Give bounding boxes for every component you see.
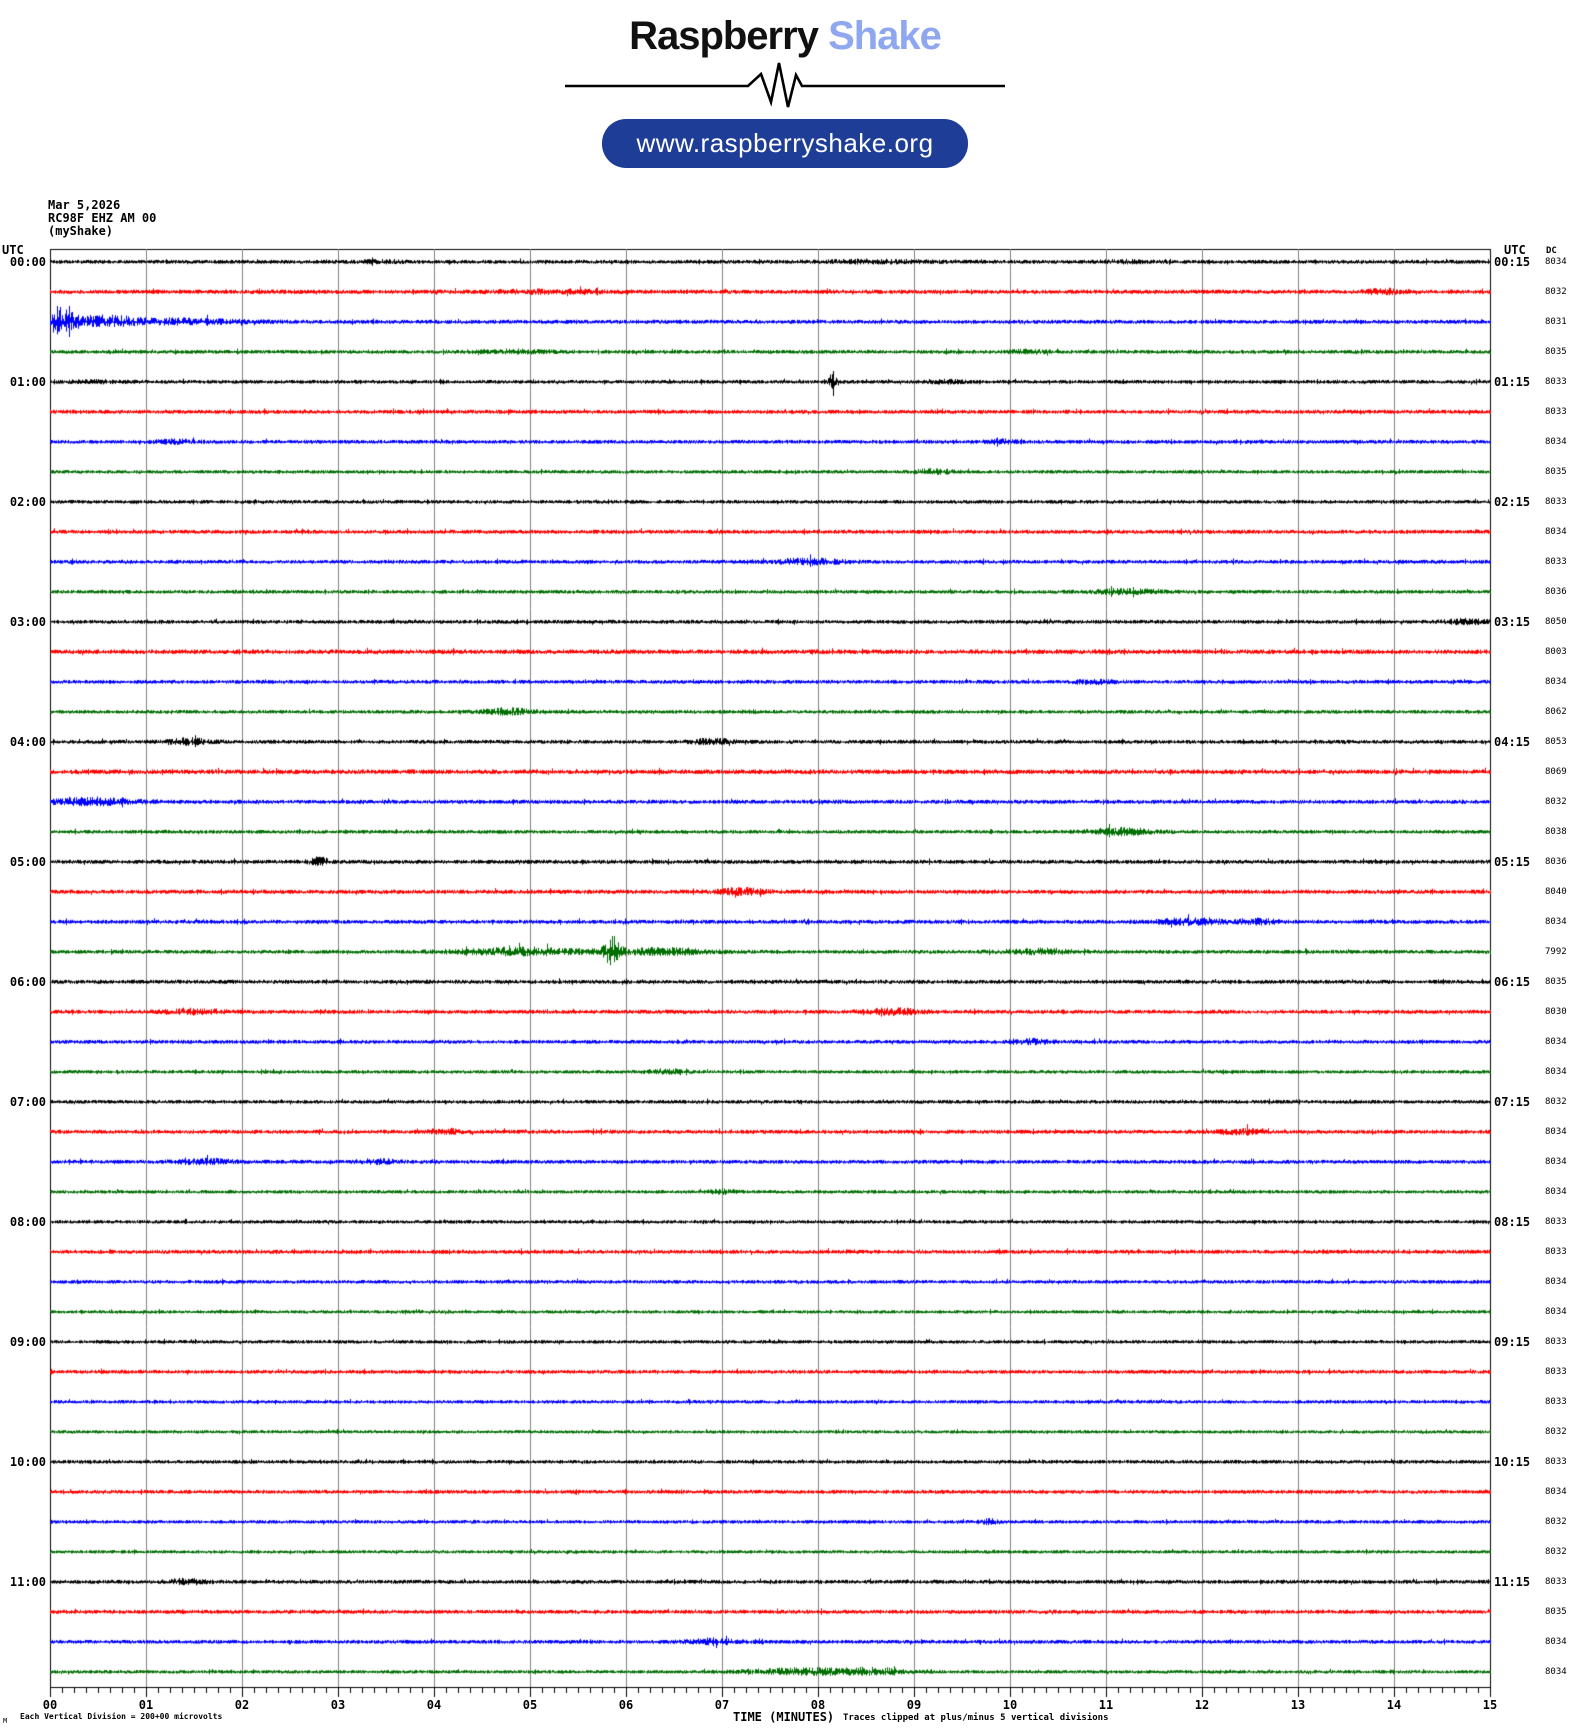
dc-header: DC — [1546, 246, 1557, 256]
right-time-label: 08:15 — [1494, 1215, 1531, 1229]
dc-value: 8033 — [1545, 1577, 1567, 1587]
right-time-label: 06:15 — [1494, 975, 1531, 989]
dc-value: 8062 — [1545, 707, 1567, 717]
x-axis-title: TIME (MINUTES) — [733, 1710, 835, 1724]
dc-value: 8034 — [1545, 677, 1567, 687]
left-time-label: 09:00 — [9, 1335, 46, 1349]
right-time-label: 10:15 — [1494, 1455, 1531, 1469]
x-axis-tick-label: 13 — [1290, 1698, 1306, 1712]
x-axis-tick-label: 15 — [1482, 1698, 1498, 1712]
left-time-label: 03:00 — [9, 615, 46, 629]
left-time-label: 11:00 — [9, 1575, 46, 1589]
dc-value: 8034 — [1545, 1187, 1567, 1197]
dc-value: 8033 — [1545, 1367, 1567, 1377]
left-time-label: 06:00 — [9, 975, 46, 989]
dc-value: 8031 — [1545, 317, 1567, 327]
x-axis-tick-label: 06 — [618, 1698, 634, 1712]
dc-value: 8034 — [1545, 1067, 1567, 1077]
dc-value: 8034 — [1545, 1157, 1567, 1167]
dc-value: 8034 — [1545, 1277, 1567, 1287]
dc-value: 8034 — [1545, 257, 1567, 267]
utc-left-header: UTC — [2, 243, 24, 257]
dc-value: 8033 — [1545, 407, 1567, 417]
footer-scale-text: Each Vertical Division = 200+00 microvolts — [20, 1712, 223, 1721]
dc-value: 8033 — [1545, 1217, 1567, 1227]
right-time-label: 03:15 — [1494, 615, 1531, 629]
dc-value: 8003 — [1545, 647, 1567, 657]
x-axis-tick-label: 04 — [426, 1698, 442, 1712]
dc-value: 8034 — [1545, 917, 1567, 927]
left-time-label: 08:00 — [9, 1215, 46, 1229]
dc-value: 8034 — [1545, 1307, 1567, 1317]
dc-value: 8032 — [1545, 1097, 1567, 1107]
x-axis-tick-label: 05 — [522, 1698, 538, 1712]
dc-value: 8032 — [1545, 1427, 1567, 1437]
dc-value: 8034 — [1545, 1667, 1567, 1677]
x-axis-tick-label: 14 — [1386, 1698, 1402, 1712]
dc-value: 8033 — [1545, 1337, 1567, 1347]
right-time-label: 05:15 — [1494, 855, 1531, 869]
left-time-label: 00:00 — [9, 255, 46, 269]
x-axis-tick-label: 07 — [714, 1698, 730, 1712]
dc-value: 8032 — [1545, 797, 1567, 807]
right-time-label: 04:15 — [1494, 735, 1531, 749]
dc-value: 8038 — [1545, 827, 1567, 837]
left-time-label: 02:00 — [9, 495, 46, 509]
right-time-label: 09:15 — [1494, 1335, 1531, 1349]
dc-value: 7992 — [1545, 947, 1567, 957]
dc-value: 8033 — [1545, 377, 1567, 387]
x-axis-tick-label: 01 — [138, 1698, 154, 1712]
x-axis-tick-label: 11 — [1098, 1698, 1114, 1712]
dc-value: 8034 — [1545, 1037, 1567, 1047]
dc-value: 8033 — [1545, 1247, 1567, 1257]
right-time-label: 11:15 — [1494, 1575, 1531, 1589]
left-time-label: 10:00 — [9, 1455, 46, 1469]
dc-value: 8035 — [1545, 467, 1567, 477]
dc-value: 8034 — [1545, 1487, 1567, 1497]
dc-value: 8069 — [1545, 767, 1567, 777]
x-axis-tick-label: 09 — [906, 1698, 922, 1712]
dc-value: 8033 — [1545, 1457, 1567, 1467]
dc-value: 8034 — [1545, 437, 1567, 447]
dc-value: 8032 — [1545, 1547, 1567, 1557]
x-axis-tick-label: 08 — [810, 1698, 826, 1712]
x-axis-tick-label: 12 — [1194, 1698, 1210, 1712]
dc-value: 8036 — [1545, 857, 1567, 867]
dc-value: 8032 — [1545, 287, 1567, 297]
dc-value: 8035 — [1545, 347, 1567, 357]
footer-clip-note: Traces clipped at plus/minus 5 vertical divisions — [843, 1713, 1109, 1723]
x-axis-tick-label: 03 — [330, 1698, 346, 1712]
dc-value: 8053 — [1545, 737, 1567, 747]
right-time-label: 00:15 — [1494, 255, 1531, 269]
dc-value: 8040 — [1545, 887, 1567, 897]
dc-value: 8034 — [1545, 527, 1567, 537]
dc-value: 8034 — [1545, 1127, 1567, 1137]
footer-unit-mark: M — [3, 1717, 8, 1725]
utc-right-header: UTC — [1504, 243, 1526, 257]
dc-value: 8033 — [1545, 1397, 1567, 1407]
right-time-label: 02:15 — [1494, 495, 1531, 509]
right-time-label: 07:15 — [1494, 1095, 1531, 1109]
left-time-label: 05:00 — [9, 855, 46, 869]
x-axis-tick-label: 00 — [42, 1698, 58, 1712]
dc-value: 8030 — [1545, 1007, 1567, 1017]
dc-value: 8033 — [1545, 497, 1567, 507]
dc-value: 8036 — [1545, 587, 1567, 597]
dc-value: 8050 — [1545, 617, 1567, 627]
dc-value: 8033 — [1545, 557, 1567, 567]
left-time-label: 04:00 — [9, 735, 46, 749]
dc-value: 8035 — [1545, 1607, 1567, 1617]
x-axis-tick-label: 02 — [234, 1698, 250, 1712]
dc-value: 8032 — [1545, 1517, 1567, 1527]
left-time-label: 01:00 — [9, 375, 46, 389]
left-time-label: 07:00 — [9, 1095, 46, 1109]
dc-value: 8034 — [1545, 1637, 1567, 1647]
right-time-label: 01:15 — [1494, 375, 1531, 389]
x-axis-tick-label: 10 — [1002, 1698, 1018, 1712]
dc-value: 8035 — [1545, 977, 1567, 987]
